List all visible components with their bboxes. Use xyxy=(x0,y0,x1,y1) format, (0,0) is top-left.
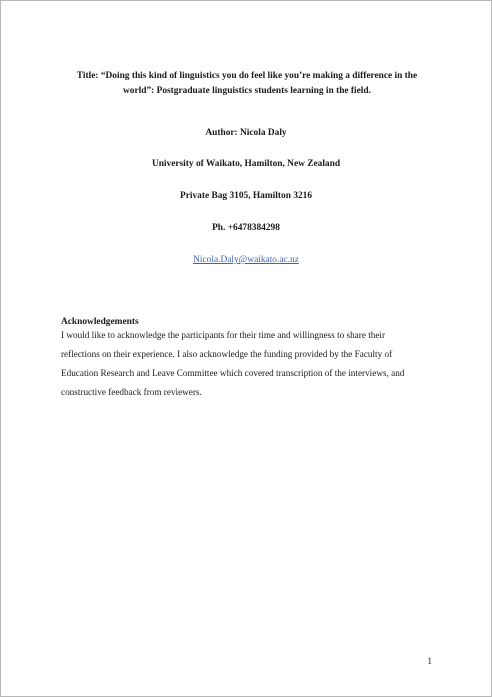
acknowledgements-heading: Acknowledgements xyxy=(61,317,139,327)
author-line: Author: Nicola Daly xyxy=(205,128,287,138)
email-line xyxy=(1,254,491,266)
acknowledgements-body xyxy=(61,326,441,402)
paper-title: Title: “Doing this kind of linguistics you do feel like you’re making a difference in the world”: Postgraduate linguistics students learning in the field. xyxy=(76,71,418,96)
acknowledgements-line: Education Research and Leave Committee which covered transcription of the interviews, and xyxy=(61,368,405,378)
acknowledgements-line: constructive feedback from reviewers. xyxy=(61,387,202,397)
page-number: 1 xyxy=(427,657,432,667)
acknowledgements-line: I would like to acknowledge the participants for their time and willingness to share their xyxy=(61,330,386,340)
acknowledgements-line: reflections on their experience. I also acknowledge the funding provided by the Faculty of xyxy=(61,349,393,359)
affiliation-line: University of Waikato, Hamilton, New Zealand xyxy=(151,159,341,169)
address-line: Private Bag 3105, Hamilton 3216 xyxy=(179,191,313,201)
email-link[interactable]: Nicola.Daly@waikato.ac.nz xyxy=(193,255,299,265)
phone-line: Ph. +6478384298 xyxy=(212,223,280,233)
